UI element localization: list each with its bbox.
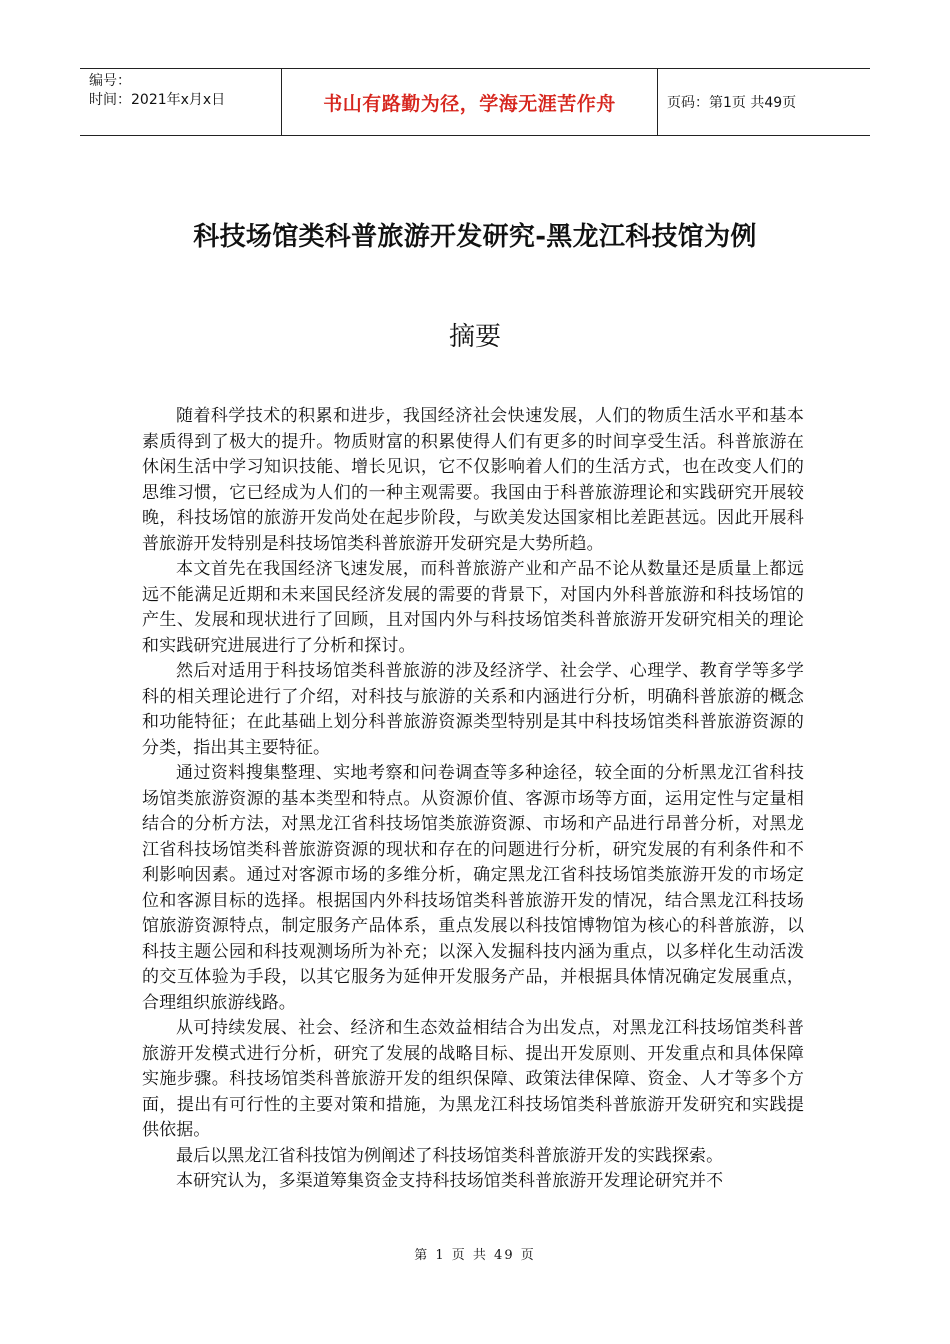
paragraph: 本文首先在我国经济飞速发展，而科普旅游产业和产品不论从数量还是质量上都远远不能满足近期和未来国民经济发展的需要的背景下，对国内外科普旅游和科技场馆的产生、发展和现状进行了回顾，且对国内外与科技场馆类科普旅游开发研究相关的理论和实践研究进展进行了分析和探讨。 <box>142 559 804 656</box>
abstract-body <box>142 404 804 1195</box>
document-number-label: 编号： <box>89 73 131 89</box>
paragraph: 随着科学技术的积累和进步，我国经济社会快速发展，人们的物质生活水平和基本素质得到了极大的提升。物质财富的积累使得人们有更多的时间享受生活。科普旅游在休闲生活中学习知识技能、增长见识，它不仅影响着人们的生活方式，也在改变人们的思维习惯，它已经成为人们的一种主观需要。我国由于科普旅游理论和实践研究开展较晚，科技场馆的旅游开发尚处在起步阶段，与欧美发达国家相比差距甚远。因此开展科普旅游开发特别是科技场馆类科普旅游开发研究是大势所趋。 <box>142 406 804 554</box>
header-motto-cell <box>281 69 658 135</box>
paragraph: 从可持续发展、社会、经济和生态效益相结合为出发点，对黑龙江科技场馆类科普旅游开发模式进行分析，研究了发展的战略目标、提出开发原则、开发重点和具体保障实施步骤。科技场馆类科普旅游开发的组织保障、政策法律保障、资金、人才等多个方面，提出有可行性的主要对策和措施，为黑龙江科技场馆类科普旅游开发研究和实践提供依据。 <box>142 1018 804 1140</box>
paragraph: 最后以黑龙江省科技馆为例阐述了科技场馆类科普旅游开发的实践探索。 <box>176 1145 724 1166</box>
document-title: 科技场馆类科普旅游开发研究-黑龙江科技馆为例 <box>193 222 757 252</box>
section-heading: 摘要 <box>448 322 501 352</box>
paragraph: 然后对适用于科技场馆类科普旅游的涉及经济学、社会学、心理学、教育学等多学科的相关理论进行了介绍，对科技与旅游的关系和内涵进行分析，明确科普旅游的概念和功能特征；在此基础上划分科普旅游资源类型特别是其中科技场馆类科普旅游资源的分类，指出其主要特征。 <box>142 661 804 758</box>
paragraph: 通过资料搜集整理、实地考察和问卷调查等多种途径，较全面的分析黑龙江省科技场馆类旅游资源的基本类型和特点。从资源价值、客源市场等方面，运用定性与定量相结合的分析方法，对黑龙江省科技场馆类旅游资源、市场和产品进行昂普分析，对黑龙江省科技场馆类科普旅游资源的现状和存在的问题进行分析，研究发展的有利条件和不利影响因素。通过对客源市场的多维分析，确定黑龙江省科技场馆类旅游开发的市场定位和客源目标的选择。根据国内外科技场馆类科普旅游开发的情况，结合黑龙江科技场馆旅游资源特点，制定服务产品体系，重点发展以科技馆博物馆为核心的科普旅游，以科技主题公园和科技观测场所为补充；以深入发掘科技内涵为重点，以多样化生动活泼的交互体验为手段，以其它服务为延伸开发服务产品，并根据具体情况确定发展重点，合理组织旅游线路。 <box>142 763 804 1013</box>
paragraph: 本研究认为，多渠道筹集资金支持科技场馆类科普旅游开发理论研究并不 <box>176 1171 724 1191</box>
header-meta <box>80 69 281 135</box>
page-footer: 第 1 页 共 49 页 <box>414 1248 536 1263</box>
header-table <box>80 68 870 136</box>
document-time-label: 时间：2021年x月x日 <box>89 92 226 108</box>
header-motto: 书山有路勤为径，学海无涯苦作舟 <box>323 92 616 115</box>
header-page-info: 页码：第1页 共49页 <box>667 95 797 111</box>
